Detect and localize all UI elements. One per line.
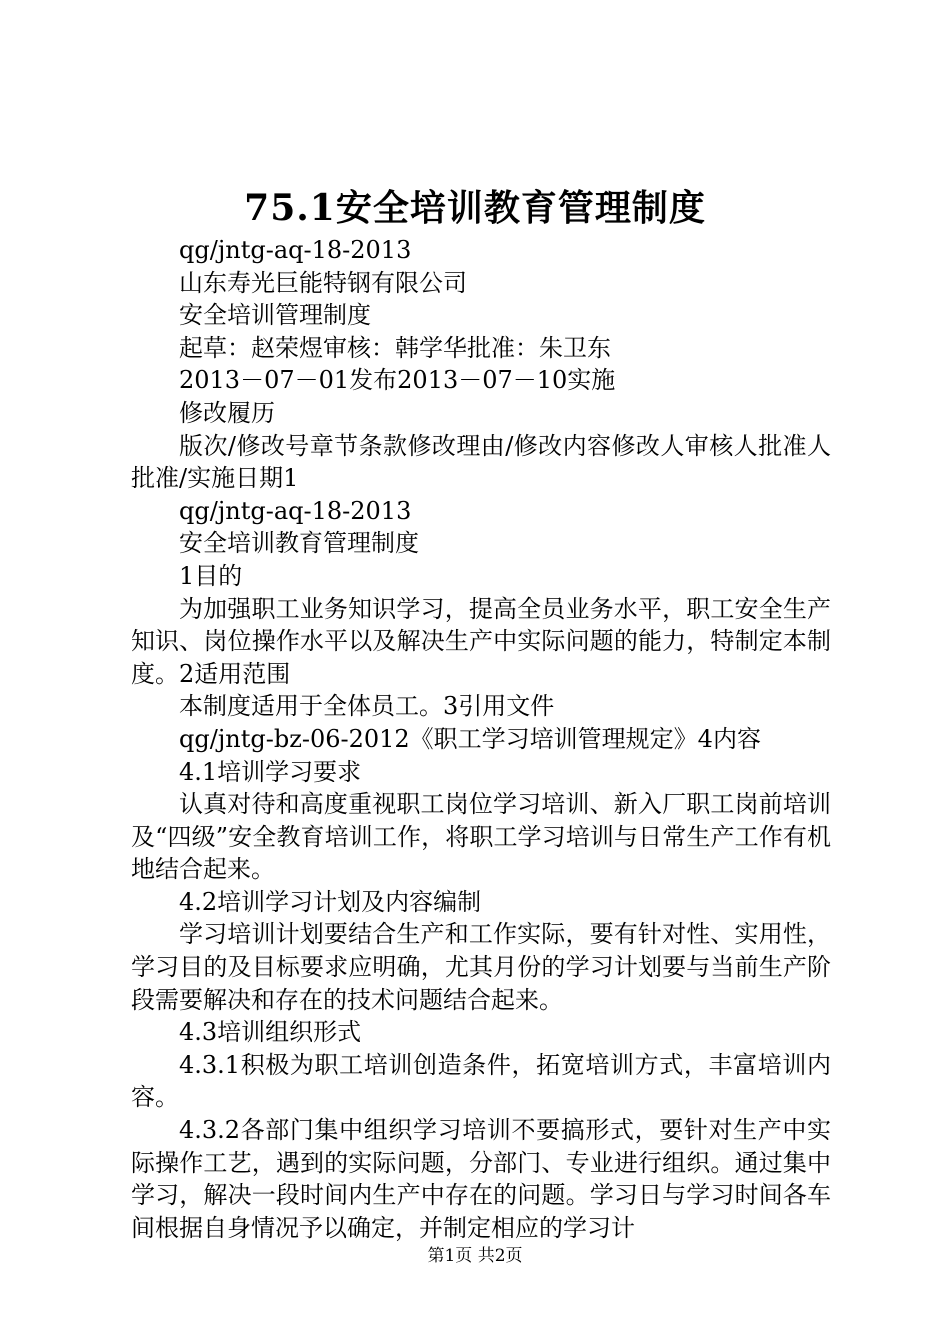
- paragraph-references: qg/jntg-bz-06-2012《职工学习培训管理规定》4内容: [179, 724, 761, 753]
- company-name: 山东寿光巨能特钢有限公司: [179, 268, 467, 297]
- paragraph-scope: 本制度适用于全体员工。3引用文件: [179, 692, 555, 721]
- paragraph-4-3-2: 4.3.2各部门集中组织学习培训不要搞形式，要针对生产中实际操作工艺，遇到的实际问题，分部门、专业进行组织。通过集中学习，解决一段时间内生产中存在的问题。学习日与学习时间各车间根据自身情况予以确定，并制定相应的学习计: [131, 1116, 831, 1242]
- heading-purpose: 1目的: [179, 561, 243, 590]
- heading-4-1: 4.1培训学习要求: [179, 757, 362, 786]
- heading-4-3: 4.3培训组织形式: [179, 1018, 362, 1047]
- publish-dates: 2013－07－01发布2013－07－10实施: [179, 366, 616, 395]
- doc-code-repeat: qg/jntg-aq-18-2013: [179, 496, 412, 525]
- document-title: 75.1安全培训教育管理制度: [244, 187, 706, 229]
- doc-code: qg/jntg-aq-18-2013: [179, 236, 412, 264]
- paragraph-4-1: 认真对待和高度重视职工岗位学习培训、新入厂职工岗前培训及“四级”安全教育培训工作，将职工学习培训与日常生产工作有机地结合起来。: [131, 790, 831, 884]
- approval-line: 起草：赵荣煜审核：韩学华批准：朱卫东: [179, 333, 611, 362]
- paragraph-4-3-1: 4.3.1积极为职工培训创造条件，拓宽培训方式，丰富培训内容。: [131, 1050, 831, 1112]
- heading-4-2: 4.2培训学习计划及内容编制: [179, 887, 482, 916]
- revision-history-heading: 修改履历: [179, 398, 275, 427]
- revision-history-columns: 版次/修改号章节条款修改理由/修改内容修改人审核人批准人批准/实施日期1: [131, 431, 831, 493]
- document-body: [131, 234, 831, 1244]
- paragraph-purpose: 为加强职工业务知识学习，提高全员业务水平，职工安全生产知识、岗位操作水平以及解决生产中实际问题的能力，特制定本制度。2适用范围: [131, 594, 831, 688]
- page-footer: 第1页 共2页: [427, 1246, 523, 1266]
- paragraph-4-2: 学习培训计划要结合生产和工作实际，要有针对性、实用性，学习目的及目标要求应明确，尤其月份的学习计划要与当前生产阶段需要解决和存在的技术问题结合起来。: [131, 920, 831, 1014]
- section-title: 安全培训教育管理制度: [179, 529, 419, 558]
- regulation-name: 安全培训管理制度: [179, 301, 371, 330]
